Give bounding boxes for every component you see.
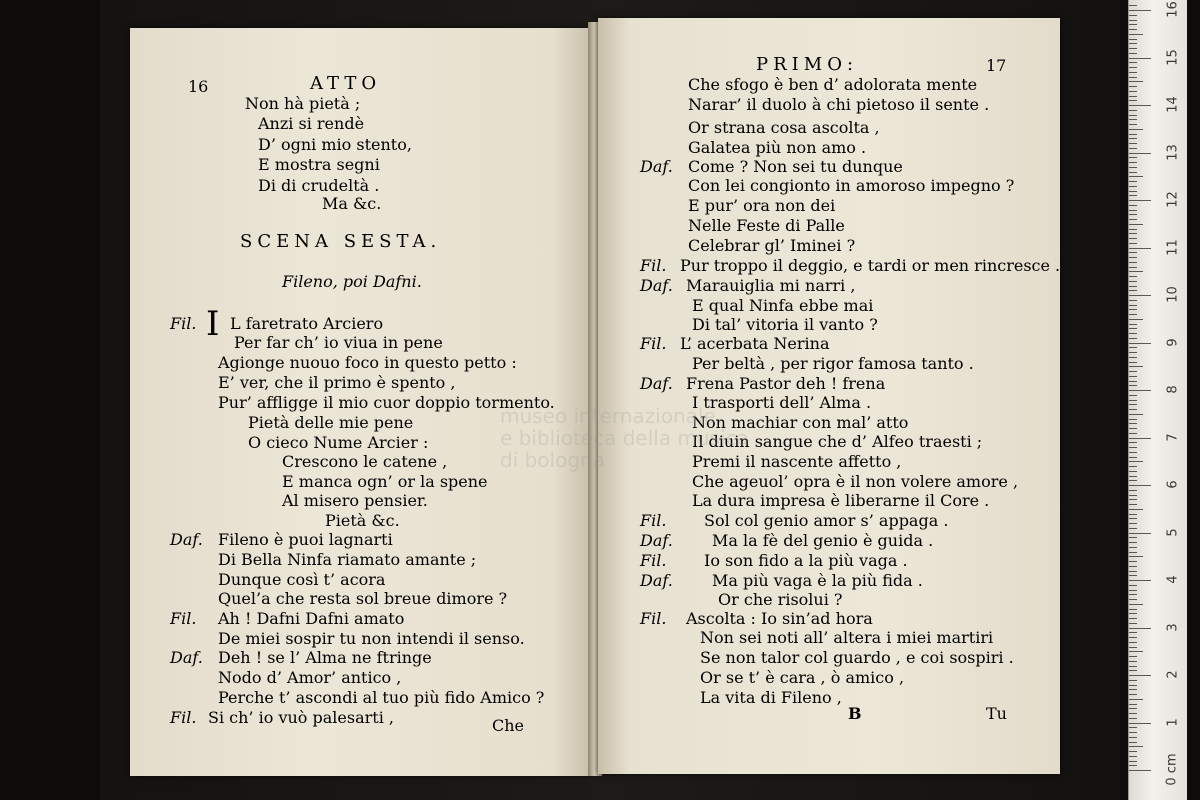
ruler-tick xyxy=(1129,480,1137,481)
verse-line: Pur’ affligge il mio cuor doppio tormento. xyxy=(218,393,555,412)
ruler-tick xyxy=(1129,214,1137,215)
ruler-tick xyxy=(1129,632,1137,633)
ruler-tick xyxy=(1129,62,1137,63)
ruler-tick xyxy=(1129,628,1151,629)
verse-line: Per far ch’ io viua in pene xyxy=(234,333,443,352)
ruler-tick xyxy=(1129,352,1137,353)
verse-line: Al misero pensier. xyxy=(282,491,428,510)
verse-line: Fileno, poi Dafni. xyxy=(282,272,422,291)
verse-line: Per beltà , per rigor famosa tanto . xyxy=(692,354,974,373)
ruler-tick xyxy=(1129,224,1143,225)
ruler-tick xyxy=(1129,604,1143,605)
ruler-tick xyxy=(1129,409,1137,410)
verse-line: L faretrato Arciero xyxy=(230,314,384,333)
speaker-label: Fil. xyxy=(170,708,197,727)
ruler-tick xyxy=(1129,727,1137,728)
ruler-tick xyxy=(1129,509,1143,510)
ruler-tick xyxy=(1129,504,1137,505)
ruler-tick xyxy=(1129,86,1137,87)
verse-line: Quel’a che resta sol breue dimore ? xyxy=(218,589,508,608)
ruler-number: 1 xyxy=(1165,717,1181,727)
ruler-tick xyxy=(1129,276,1137,277)
ruler-tick xyxy=(1129,124,1137,125)
ruler-tick xyxy=(1129,5,1137,6)
ruler-tick xyxy=(1129,742,1137,743)
ruler-tick xyxy=(1129,585,1137,586)
ruler-tick xyxy=(1129,157,1137,158)
ruler-tick xyxy=(1129,300,1137,301)
verse-line: E qual Ninfa ebbe mai xyxy=(692,296,874,315)
speaker-label: Daf. xyxy=(170,530,203,549)
ruler-tick xyxy=(1129,708,1137,709)
ruler-tick xyxy=(1129,685,1137,686)
ruler-tick xyxy=(1129,205,1137,206)
ruler-tick xyxy=(1129,642,1137,643)
ruler-tick xyxy=(1129,162,1137,163)
ruler-tick xyxy=(1129,613,1137,614)
ruler-tick xyxy=(1129,623,1137,624)
ruler-tick xyxy=(1129,233,1137,234)
verse-line: L’ acerbata Nerina xyxy=(680,334,830,353)
verse-line: Il diuin sangue che d’ Alfeo traesti ; xyxy=(692,432,983,451)
ruler-tick xyxy=(1129,15,1137,16)
ruler-tick xyxy=(1129,100,1137,101)
ruler-tick xyxy=(1129,243,1137,244)
ruler-tick xyxy=(1129,24,1137,25)
verse-line: Or strana cosa ascolta , xyxy=(688,118,880,137)
verse-line: Come ? Non sei tu dunque xyxy=(688,157,903,176)
ruler-tick xyxy=(1129,452,1137,453)
ruler-tick xyxy=(1129,533,1151,534)
ruler-tick xyxy=(1129,385,1137,386)
ruler-tick xyxy=(1129,732,1137,733)
ruler-tick xyxy=(1129,699,1143,700)
ruler-tick xyxy=(1129,10,1151,11)
ruler-tick xyxy=(1129,471,1137,472)
verse-line: Pur troppo il deggio, e tardi or men rincresce . xyxy=(680,256,1061,275)
ruler-tick xyxy=(1129,262,1137,263)
ruler-number: 14 xyxy=(1165,96,1181,113)
ruler-tick xyxy=(1129,153,1151,154)
ruler-tick xyxy=(1129,53,1137,54)
verse-line: I trasporti dell’ Alma . xyxy=(692,393,872,412)
ruler-tick xyxy=(1129,305,1137,306)
ruler-tick xyxy=(1129,637,1137,638)
ruler-tick xyxy=(1129,428,1137,429)
verse-line: Dunque così t’ acora xyxy=(218,570,386,589)
ruler-tick xyxy=(1129,390,1151,391)
verse-line: Crescono le catene , xyxy=(282,452,448,471)
ruler-tick xyxy=(1129,518,1137,519)
ruler-tick xyxy=(1129,219,1137,220)
ruler-tick xyxy=(1129,333,1137,334)
verse-line: Premi il nascente affetto , xyxy=(692,452,902,471)
ruler-tick xyxy=(1129,134,1137,135)
verse-line: Di tal’ vitoria il vanto ? xyxy=(692,315,878,334)
verse-line: Che ageuol’ opra è il non volere amore , xyxy=(692,472,1019,491)
ruler-tick xyxy=(1129,191,1137,192)
verse-line: Non machiar con mal’ atto xyxy=(692,413,909,432)
speaker-label: Fil. xyxy=(640,256,667,275)
ruler-tick xyxy=(1129,461,1143,462)
verse-line: Ma più vaga è la più fida . xyxy=(712,571,923,590)
ruler-tick xyxy=(1129,542,1137,543)
ruler-tick xyxy=(1129,286,1137,287)
verse-line: Perche t’ ascondi al tuo più fido Amico ? xyxy=(218,688,545,707)
ruler-tick xyxy=(1129,91,1137,92)
ruler-tick xyxy=(1129,680,1137,681)
ruler-tick xyxy=(1129,647,1137,648)
verse-line: Di di crudeltà . xyxy=(258,176,380,195)
ruler-tick xyxy=(1129,433,1137,434)
verse-line: E manca ogn’ or la spene xyxy=(282,472,488,491)
ruler-tick xyxy=(1129,110,1137,111)
speaker-label: Daf. xyxy=(170,648,203,667)
verse-line: Nodo d’ Amor’ antico , xyxy=(218,668,402,687)
ruler-tick xyxy=(1129,761,1137,762)
ruler-tick xyxy=(1129,195,1137,196)
ruler-number: 7 xyxy=(1165,432,1181,442)
ruler-tick xyxy=(1129,670,1137,671)
verse-line: Non hà pietà ; xyxy=(245,94,361,113)
ruler-tick xyxy=(1129,43,1137,44)
ruler-tick xyxy=(1129,499,1137,500)
ruler-tick xyxy=(1129,618,1137,619)
verse-line: Che sfogo è ben d’ adolorata mente xyxy=(688,75,978,94)
ruler-tick xyxy=(1129,442,1137,443)
ruler-tick xyxy=(1129,210,1137,211)
ruler-tick xyxy=(1129,119,1137,120)
ruler-tick xyxy=(1129,675,1151,676)
ruler-tick xyxy=(1129,404,1137,405)
ruler-tick xyxy=(1129,271,1143,272)
verse-line: Con lei congionto in amoroso impegno ? xyxy=(688,176,1015,195)
ruler-tick xyxy=(1129,457,1137,458)
ruler-tick xyxy=(1129,200,1151,201)
left-running-head: ATTO xyxy=(310,73,382,94)
verse-line: Si ch’ io vuò palesarti , xyxy=(208,708,394,727)
ruler-tick xyxy=(1129,485,1151,486)
ruler-number: 3 xyxy=(1165,622,1181,632)
ruler-tick xyxy=(1129,105,1151,106)
ruler-tick xyxy=(1129,552,1137,553)
verse-line: E pur’ ora non dei xyxy=(688,196,836,215)
ruler-tick xyxy=(1129,751,1137,752)
ruler-tick xyxy=(1129,376,1137,377)
right-running-head: PRIMO: xyxy=(756,54,859,75)
ruler-tick xyxy=(1129,58,1151,59)
ruler-tick xyxy=(1129,561,1137,562)
ruler-tick xyxy=(1129,575,1137,576)
ruler-tick xyxy=(1129,609,1137,610)
ruler-tick xyxy=(1129,666,1137,667)
verse-line: Agionge nuouo foco in questo petto : xyxy=(218,353,517,372)
ruler-tick xyxy=(1129,347,1137,348)
verse-line: SCENA SESTA. xyxy=(240,231,442,252)
ruler-tick xyxy=(1129,167,1137,168)
speaker-label: Fil. xyxy=(640,511,667,530)
ruler-tick xyxy=(1129,338,1137,339)
ruler-tick xyxy=(1129,252,1137,253)
ruler-tick xyxy=(1129,172,1137,173)
ruler-tick xyxy=(1129,257,1137,258)
ruler-number: 8 xyxy=(1165,385,1181,394)
ruler-tick xyxy=(1129,129,1143,130)
ruler-tick xyxy=(1129,447,1137,448)
verse-line: Narar’ il duolo à chi pietoso il sente . xyxy=(688,95,990,114)
ruler-tick xyxy=(1129,490,1137,491)
verse-line: Io son fido a la più vaga . xyxy=(704,551,908,570)
speaker-label: Fil. xyxy=(170,609,197,628)
ruler-tick xyxy=(1129,590,1137,591)
ruler-tick xyxy=(1129,713,1137,714)
verse-line: La vita di Fileno , xyxy=(700,688,842,707)
verse-line: E mostra segni xyxy=(258,155,380,174)
verse-line: Ascolta : Io sin’ad hora xyxy=(686,609,873,628)
verse-line: Sol col genio amor s’ appaga . xyxy=(704,511,949,530)
verse-line: E’ ver, che il primo è spento , xyxy=(218,373,456,392)
ruler-tick xyxy=(1129,661,1137,662)
speaker-label: Daf. xyxy=(640,571,673,590)
ruler-number: 12 xyxy=(1165,191,1181,208)
right-catchword: Tu xyxy=(986,704,1007,723)
ruler-tick xyxy=(1129,343,1151,344)
speaker-label: Daf. xyxy=(640,374,673,393)
ruler-tick xyxy=(1129,248,1151,249)
ruler-number: 5 xyxy=(1165,527,1181,537)
verse-line: Pietà &c. xyxy=(325,511,400,530)
ruler-tick xyxy=(1129,466,1137,467)
ruler-number: 6 xyxy=(1165,480,1181,489)
ruler-tick xyxy=(1129,599,1137,600)
ruler-tick xyxy=(1129,67,1137,68)
ruler-tick xyxy=(1129,29,1137,30)
ruler-tick xyxy=(1129,571,1137,572)
ruler-tick xyxy=(1129,556,1143,557)
ruler-tick xyxy=(1129,176,1143,177)
ruler-tick xyxy=(1129,400,1137,401)
library-watermark xyxy=(500,405,749,471)
ruler-tick xyxy=(1129,319,1143,320)
ruler-tick xyxy=(1129,39,1137,40)
speaker-label: Fil. xyxy=(640,551,667,570)
ruler-tick xyxy=(1129,523,1137,524)
ruler-tick xyxy=(1129,96,1137,97)
speaker-label: Daf. xyxy=(640,531,673,550)
signature-mark: B xyxy=(848,704,862,723)
ruler-tick xyxy=(1129,414,1143,415)
left-catchword: Che xyxy=(492,716,525,735)
watermark-line: di bologna xyxy=(500,448,605,472)
ruler-tick xyxy=(1129,357,1137,358)
verse-line: Or che risolui ? xyxy=(718,590,843,609)
verse-line: Anzi si rendè xyxy=(258,114,365,133)
ruler-tick xyxy=(1129,514,1137,515)
verse-line: Deh ! se l’ Alma ne ftringe xyxy=(218,648,432,667)
ruler-tick xyxy=(1129,495,1137,496)
ruler-tick xyxy=(1129,547,1137,548)
ruler-tick xyxy=(1129,290,1137,291)
ruler-tick xyxy=(1129,314,1137,315)
verse-line: O cieco Nume Arcier : xyxy=(248,433,429,452)
ruler-number: 13 xyxy=(1165,143,1181,161)
ruler-tick xyxy=(1129,186,1137,187)
ruler-tick xyxy=(1129,138,1137,139)
right-page-number: 17 xyxy=(986,56,1007,75)
measuring-ruler xyxy=(1128,0,1187,800)
verse-line: Ah ! Dafni Dafni amato xyxy=(218,609,405,628)
speaker-label: Fil. xyxy=(640,609,667,628)
ruler-unit-label: 0 cm xyxy=(1164,753,1180,786)
ruler-tick xyxy=(1129,72,1137,73)
ruler-tick xyxy=(1129,694,1137,695)
verse-line: Se non talor col guardo , e coi sospiri . xyxy=(700,648,1014,667)
ruler-tick xyxy=(1129,148,1137,149)
ruler-tick xyxy=(1129,115,1137,116)
ruler-tick xyxy=(1129,689,1137,690)
verse-line: Ma &c. xyxy=(322,194,382,213)
ruler-tick xyxy=(1129,423,1137,424)
ruler-tick xyxy=(1129,281,1137,282)
drop-cap: I xyxy=(206,304,220,344)
ruler-number: 16 xyxy=(1165,1,1181,18)
left-page-number: 16 xyxy=(188,77,209,96)
watermark-line: museo internazionale xyxy=(500,404,716,428)
verse-line: De miei sospir tu non intendi il senso. xyxy=(218,629,525,648)
watermark-line: e biblioteca della musica xyxy=(500,426,749,450)
ruler-tick xyxy=(1129,537,1137,538)
ruler-tick xyxy=(1129,309,1137,310)
ruler-number: 4 xyxy=(1165,575,1181,584)
ruler-tick xyxy=(1129,324,1137,325)
ruler-number: 10 xyxy=(1165,286,1181,303)
ruler-tick xyxy=(1129,566,1137,567)
ruler-tick xyxy=(1129,328,1137,329)
verse-line: Ma la fè del genio è guida . xyxy=(712,531,934,550)
verse-line: Pietà delle mie pene xyxy=(248,413,414,432)
verse-line: Or se t’ è cara , ò amico , xyxy=(700,668,905,687)
ruler-tick xyxy=(1129,723,1151,724)
verse-line: Nelle Feste di Palle xyxy=(688,216,845,235)
ruler-tick xyxy=(1129,756,1137,757)
verse-line: Galatea più non amo . xyxy=(688,138,867,157)
verse-line: Fileno è puoi lagnarti xyxy=(218,530,393,549)
verse-line: Frena Pastor deh ! frena xyxy=(686,374,886,393)
ruler-tick xyxy=(1129,295,1151,296)
ruler-tick xyxy=(1129,438,1151,439)
ruler-tick xyxy=(1129,34,1143,35)
ruler-tick xyxy=(1129,77,1137,78)
verse-line: Non sei noti all’ altera i miei martiri xyxy=(700,628,994,647)
ruler-tick xyxy=(1129,238,1137,239)
ruler-tick xyxy=(1129,395,1137,396)
speaker-label: Fil. xyxy=(640,334,667,353)
ruler-tick xyxy=(1129,770,1151,771)
ruler-tick xyxy=(1129,746,1143,747)
verse-line: Marauiglia mi narri , xyxy=(686,276,856,295)
ruler-tick xyxy=(1129,656,1137,657)
ruler-tick xyxy=(1129,737,1137,738)
ruler-tick xyxy=(1129,362,1137,363)
ruler-tick xyxy=(1129,366,1143,367)
ruler-tick xyxy=(1129,48,1137,49)
ruler-tick xyxy=(1129,594,1137,595)
ruler-tick xyxy=(1129,229,1137,230)
ruler-tick xyxy=(1129,419,1137,420)
ruler-number: 2 xyxy=(1165,670,1181,679)
ruler-tick xyxy=(1129,528,1137,529)
ruler-tick xyxy=(1129,718,1137,719)
ruler-tick xyxy=(1129,765,1137,766)
ruler-tick xyxy=(1129,20,1137,21)
ruler-tick xyxy=(1129,181,1137,182)
verse-line: Celebrar gl’ Iminei ? xyxy=(688,236,856,255)
verse-line: Di Bella Ninfa riamato amante ; xyxy=(218,550,477,569)
ruler-number: 9 xyxy=(1165,337,1181,347)
speaker-label: Fil. xyxy=(170,314,197,333)
ruler-tick xyxy=(1129,81,1143,82)
speaker-label: Daf. xyxy=(640,157,673,176)
verse-line: D’ ogni mio stento, xyxy=(258,135,412,154)
ruler-tick xyxy=(1129,704,1137,705)
ruler-tick xyxy=(1129,476,1137,477)
ruler-tick xyxy=(1129,651,1143,652)
ruler-tick xyxy=(1129,580,1151,581)
ruler-tick xyxy=(1129,143,1137,144)
verse-line: La dura impresa è liberarne il Core . xyxy=(692,491,990,510)
ruler-number: 11 xyxy=(1165,238,1181,256)
ruler-tick xyxy=(1129,371,1137,372)
speaker-label: Daf. xyxy=(640,276,673,295)
ruler-tick xyxy=(1129,267,1137,268)
ruler-number: 15 xyxy=(1165,48,1181,66)
ruler-tick xyxy=(1129,381,1137,382)
